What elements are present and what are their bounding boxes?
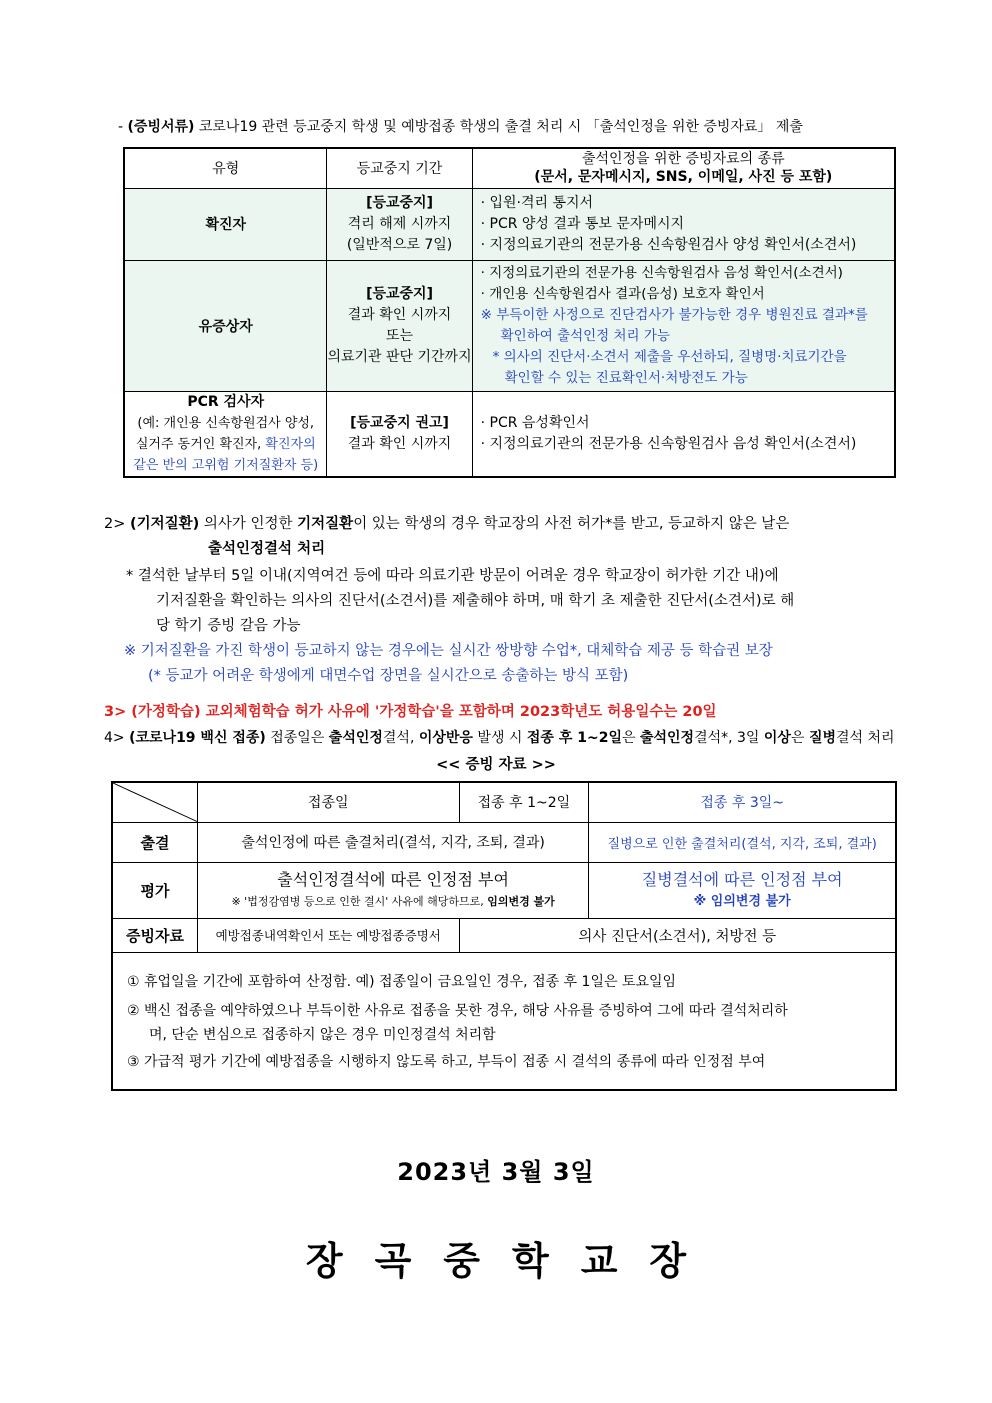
row-pcr-period xyxy=(327,391,472,477)
section-text: 결석 처리 xyxy=(836,730,895,746)
section-bold: 접종 후 1~2일 xyxy=(526,730,622,746)
row-symptomatic-docs xyxy=(472,260,895,391)
doc-item: · 개인용 신속항원검사 결과(음성) 보호자 확인서 xyxy=(480,285,765,302)
intro-prefix: - xyxy=(118,119,128,135)
section-bold: 이상반응 xyxy=(418,730,473,746)
section-label: (코로나19 백신 접종) xyxy=(129,730,266,746)
section-home-learning: 3> (가정학습) 교외체험학습 허가 사유에 '가정학습'을 포함하며 2023학년도 허용일수는 20일 xyxy=(104,704,717,720)
evaluation-main: 질병결석에 따른 인정점 부여 xyxy=(641,870,843,889)
diagonal-corner xyxy=(112,782,197,822)
note-item: ① 휴업일을 기간에 포함하여 산정함. 예) 접종일이 금요일인 경우, 접종 후 1일은 토요일임 xyxy=(127,973,677,990)
col-day-1-2: 접종 후 1~2일 xyxy=(459,782,589,822)
section-bold: 기저질환 xyxy=(297,516,354,532)
doc-item: · PCR 양성 결과 통보 문자메시지 xyxy=(480,215,685,232)
evidence-title: << 증빙 자료 >> xyxy=(436,757,556,773)
period-line: 의료기관 판단 기간까지 xyxy=(327,348,472,365)
period-label: [등교중지] xyxy=(366,285,433,302)
section-underlying-disease xyxy=(104,512,904,689)
col-day-3-plus: 접종 후 3일~ xyxy=(589,782,896,822)
table-row xyxy=(124,188,895,260)
attendance-right: 질병으로 인한 출결처리(결석, 지각, 조퇴, 결과) xyxy=(589,822,896,862)
table-row xyxy=(112,862,896,918)
period-line: 결과 확인 시까지 xyxy=(347,435,452,452)
vaccine-table-header xyxy=(112,782,896,822)
exemption-table-header xyxy=(124,148,895,188)
row-symptomatic-period xyxy=(327,260,472,391)
row-pcr-type xyxy=(124,391,327,477)
exemption-table xyxy=(123,147,896,478)
type-sub: 같은 반의 고위험 기저질환자 등) xyxy=(133,457,319,473)
documents-left: 예방접종내역확인서 또는 예방접종증명서 xyxy=(197,918,459,952)
vaccine-evidence-table xyxy=(111,781,897,1091)
doc-note: * 의사의 진단서·소견서 제출을 우선하되, 질병명·치료기간을 xyxy=(492,348,847,365)
intro-line xyxy=(118,116,803,136)
type-sub: 실거주 동거인 확진자, xyxy=(135,436,266,452)
period-line: (일반적으로 7일) xyxy=(346,236,453,253)
section-note: 당 학기 증빙 갈음 가능 xyxy=(156,618,301,634)
evaluation-main: 출석인정결석에 따른 인정점 부여 xyxy=(277,870,509,889)
type-sub: 확진자의 xyxy=(265,436,316,452)
row-symptomatic-type: 유증상자 xyxy=(124,260,327,391)
row-pcr-docs xyxy=(472,391,895,477)
section-note: (* 등교가 어려운 학생에게 대면수업 장면을 실시간으로 송출하는 방식 포함) xyxy=(148,668,629,684)
notes-row xyxy=(112,952,896,1090)
header-type: 유형 xyxy=(124,148,327,188)
row-label-evaluation: 평가 xyxy=(112,862,197,918)
row-label-attendance: 출결 xyxy=(112,822,197,862)
header-docs-line2: (문서, 문자메시지, SNS, 이메일, 사진 등 포함) xyxy=(534,169,833,186)
type-label: PCR 검사자 xyxy=(187,393,265,410)
table-row xyxy=(124,391,895,477)
evaluation-right xyxy=(589,862,896,918)
row-confirmed-period xyxy=(327,188,472,260)
section-number: 4> xyxy=(104,730,125,746)
evaluation-note: ※ 임의변경 불가 xyxy=(693,894,791,909)
header-docs-line1: 출석인정을 위한 증빙자료의 종류 xyxy=(581,151,785,168)
section-note: 기저질환을 확인하는 의사의 진단서(소견서)를 제출해야 하며, 매 학기 초 제출한 진단서(소견서)로 해 xyxy=(156,593,795,609)
section-bold: 출석인정 xyxy=(639,730,695,746)
section-bold: 출석인정 xyxy=(328,730,383,746)
intro-label: (증빙서류) xyxy=(127,119,195,135)
school-principal: 장곡중학교장 xyxy=(305,1239,719,1283)
doc-item: · 지정의료기관의 전문가용 신속항원검사 음성 확인서(소견서) xyxy=(480,435,857,452)
table-row xyxy=(112,918,896,952)
section-text: 결석*, 3일 xyxy=(694,730,764,746)
period-line: 또는 xyxy=(386,327,414,344)
doc-note: 확인하여 출석인정 처리 가능 xyxy=(500,327,670,344)
section-text: 이 있는 학생의 경우 학교장의 사전 허가*를 받고, 등교하지 않은 날은 xyxy=(353,516,790,532)
documents-right: 의사 진단서(소견서), 처방전 등 xyxy=(459,918,896,952)
section-vaccine xyxy=(104,727,895,747)
section-label: (기저질환) xyxy=(129,516,200,532)
type-sub: (예: 개인용 신속항원검사 양성, xyxy=(137,415,315,431)
table-row xyxy=(112,822,896,862)
section-text: 접종일은 xyxy=(265,730,329,746)
evaluation-note: ※ '법정감염병 등으로 인한 결시' 사유에 해당하므로, xyxy=(231,895,488,908)
doc-note: ※ 부득이한 사정으로 진단검사가 불가능한 경우 병원진료 결과*를 xyxy=(480,306,868,323)
section-text: 출석인정결석 처리 xyxy=(208,541,326,557)
section-bold: 이상 xyxy=(763,730,791,746)
note-item: 며, 단순 변심으로 접종하지 않은 경우 미인정결석 처리함 xyxy=(149,1026,496,1043)
note-item: ② 백신 접종을 예약하였으나 부득이한 사유로 접종을 못한 경우, 해당 사유를 증빙하여 그에 따라 결석처리하 xyxy=(127,1002,788,1019)
period-label: [등교중지 권고] xyxy=(350,414,449,431)
period-label: [등교중지] xyxy=(366,194,433,211)
document-date: 2023년 3월 3일 xyxy=(397,1158,595,1186)
intro-text: 코로나19 관련 등교중지 학생 및 예방접종 학생의 출결 처리 시 「출석인정을 위한 증빙자료」 제출 xyxy=(194,119,803,135)
row-confirmed-docs xyxy=(472,188,895,260)
section-bold: 질병 xyxy=(808,730,837,746)
section-text: 발생 시 xyxy=(472,730,527,746)
attendance-left: 출석인정에 따른 출결처리(결석, 지각, 조퇴, 결과) xyxy=(197,822,588,862)
section-text: 은 xyxy=(621,730,640,746)
row-label-documents: 증빙자료 xyxy=(112,918,197,952)
doc-item: · PCR 음성확인서 xyxy=(480,414,590,431)
notes-cell xyxy=(112,952,896,1090)
col-vaccination-day: 접종일 xyxy=(197,782,459,822)
section-number: 2> xyxy=(104,516,126,532)
evaluation-note-bold: 임의변경 불가 xyxy=(487,895,555,908)
evaluation-left xyxy=(197,862,588,918)
header-docs xyxy=(472,148,895,188)
section-text: 의사가 인정한 xyxy=(199,516,298,532)
diagonal-line xyxy=(113,783,197,822)
period-line: 격리 해제 시까지 xyxy=(347,215,452,232)
note-item: ③ 가급적 평가 기간에 예방접종을 시행하지 않도록 하고, 부득이 접종 시 결석의 종류에 따라 인정점 부여 xyxy=(127,1053,766,1070)
section-text: 은 xyxy=(790,730,809,746)
doc-note: 확인할 수 있는 진료확인서·처방전도 가능 xyxy=(504,369,748,386)
section-text: 결석, xyxy=(382,730,419,746)
doc-item: · 지정의료기관의 전문가용 신속항원검사 음성 확인서(소견서) xyxy=(480,264,843,281)
table-row xyxy=(124,260,895,391)
period-line: 결과 확인 시까지 xyxy=(347,306,452,323)
section-note: ※ 기저질환을 가진 학생이 등교하지 않는 경우에는 실시간 쌍방향 수업*, 대체학습 제공 등 학습권 보장 xyxy=(124,643,773,659)
row-confirmed-type: 확진자 xyxy=(124,188,327,260)
doc-item: · 입원·격리 통지서 xyxy=(480,194,594,211)
doc-item: · 지정의료기관의 전문가용 신속항원검사 양성 확인서(소견서) xyxy=(480,236,857,253)
section-note: * 결석한 날부터 5일 이내(지역여건 등에 따라 의료기관 방문이 어려운 경우 학교장이 허가한 기간 내)에 xyxy=(126,568,779,584)
header-period: 등교중지 기간 xyxy=(327,148,472,188)
